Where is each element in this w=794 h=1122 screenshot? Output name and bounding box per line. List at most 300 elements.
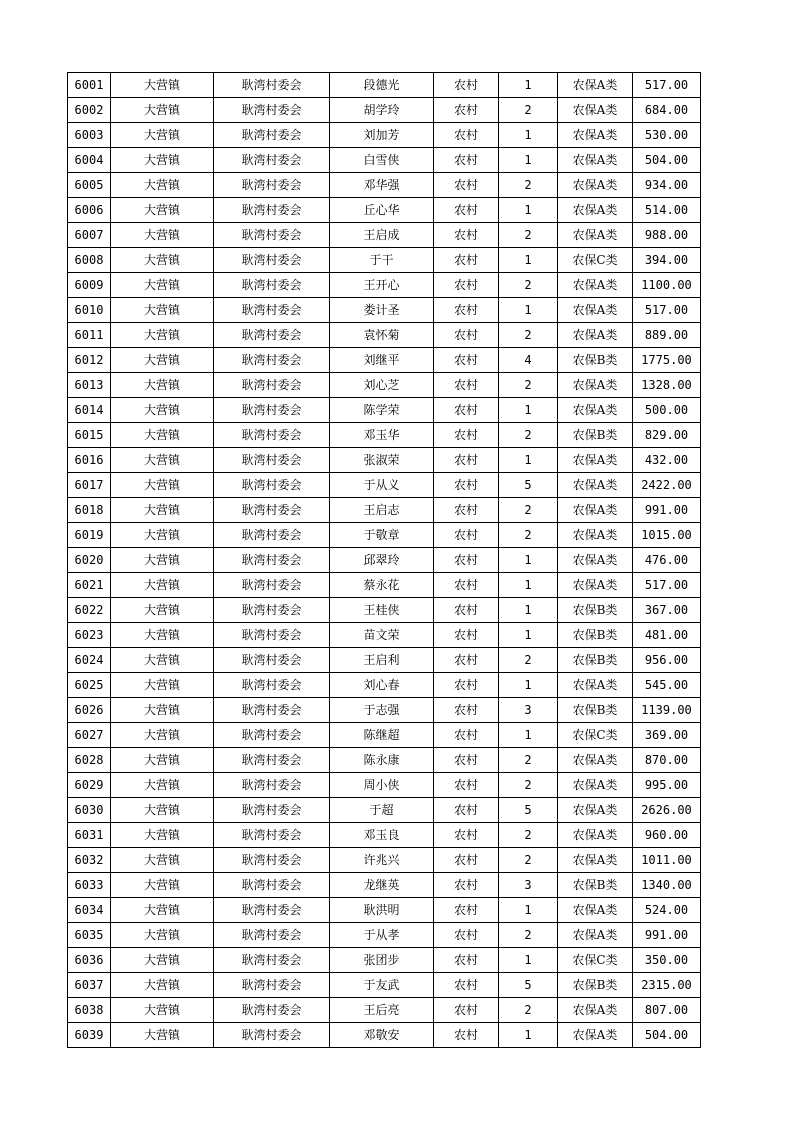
household-count-cell: 3 (499, 698, 558, 723)
table-row (68, 873, 701, 898)
town-cell: 大营镇 (111, 773, 214, 798)
row-id-cell: 6007 (68, 223, 111, 248)
name-cell: 于从义 (330, 473, 434, 498)
household-count-cell: 2 (499, 498, 558, 523)
category-cell: 农保A类 (558, 323, 633, 348)
name-cell: 周小侠 (330, 773, 434, 798)
area-type-cell: 农村 (434, 348, 499, 373)
town-cell: 大营镇 (111, 173, 214, 198)
amount-cell: 1340.00 (633, 873, 701, 898)
row-id-cell: 6018 (68, 498, 111, 523)
category-cell: 农保B类 (558, 598, 633, 623)
amount-cell: 934.00 (633, 173, 701, 198)
name-cell: 耿洪明 (330, 898, 434, 923)
category-cell: 农保A类 (558, 173, 633, 198)
row-id-cell: 6017 (68, 473, 111, 498)
area-type-cell: 农村 (434, 948, 499, 973)
category-cell: 农保A类 (558, 123, 633, 148)
town-cell: 大营镇 (111, 473, 214, 498)
village-committee-cell: 耿湾村委会 (214, 423, 330, 448)
area-type-cell: 农村 (434, 223, 499, 248)
area-type-cell: 农村 (434, 898, 499, 923)
area-type-cell: 农村 (434, 473, 499, 498)
row-id-cell: 6023 (68, 623, 111, 648)
name-cell: 于敬章 (330, 523, 434, 548)
village-committee-cell: 耿湾村委会 (214, 323, 330, 348)
row-id-cell: 6031 (68, 823, 111, 848)
table-row (68, 773, 701, 798)
name-cell: 娄计圣 (330, 298, 434, 323)
name-cell: 于干 (330, 248, 434, 273)
town-cell: 大营镇 (111, 798, 214, 823)
category-cell: 农保A类 (558, 148, 633, 173)
area-type-cell: 农村 (434, 923, 499, 948)
table-row (68, 248, 701, 273)
town-cell: 大营镇 (111, 148, 214, 173)
table-row (68, 173, 701, 198)
table-row (68, 648, 701, 673)
area-type-cell: 农村 (434, 173, 499, 198)
household-count-cell: 2 (499, 848, 558, 873)
table-row (68, 373, 701, 398)
name-cell: 刘心春 (330, 673, 434, 698)
amount-cell: 2626.00 (633, 798, 701, 823)
name-cell: 许兆兴 (330, 848, 434, 873)
amount-cell: 504.00 (633, 148, 701, 173)
village-committee-cell: 耿湾村委会 (214, 998, 330, 1023)
amount-cell: 517.00 (633, 573, 701, 598)
amount-cell: 1011.00 (633, 848, 701, 873)
name-cell: 邱翠玲 (330, 548, 434, 573)
category-cell: 农保A类 (558, 298, 633, 323)
area-type-cell: 农村 (434, 648, 499, 673)
amount-cell: 524.00 (633, 898, 701, 923)
area-type-cell: 农村 (434, 773, 499, 798)
document-page (67, 72, 701, 1048)
name-cell: 陈学荣 (330, 398, 434, 423)
village-committee-cell: 耿湾村委会 (214, 973, 330, 998)
household-count-cell: 1 (499, 1023, 558, 1048)
town-cell: 大营镇 (111, 923, 214, 948)
town-cell: 大营镇 (111, 323, 214, 348)
table-row (68, 923, 701, 948)
village-committee-cell: 耿湾村委会 (214, 673, 330, 698)
category-cell: 农保A类 (558, 448, 633, 473)
area-type-cell: 农村 (434, 248, 499, 273)
amount-cell: 2315.00 (633, 973, 701, 998)
household-count-cell: 4 (499, 348, 558, 373)
row-id-cell: 6015 (68, 423, 111, 448)
row-id-cell: 6038 (68, 998, 111, 1023)
village-committee-cell: 耿湾村委会 (214, 223, 330, 248)
village-committee-cell: 耿湾村委会 (214, 698, 330, 723)
row-id-cell: 6026 (68, 698, 111, 723)
amount-cell: 956.00 (633, 648, 701, 673)
table-row (68, 498, 701, 523)
town-cell: 大营镇 (111, 948, 214, 973)
name-cell: 邓玉良 (330, 823, 434, 848)
table-row (68, 748, 701, 773)
amount-cell: 991.00 (633, 923, 701, 948)
area-type-cell: 农村 (434, 798, 499, 823)
row-id-cell: 6039 (68, 1023, 111, 1048)
name-cell: 刘心芝 (330, 373, 434, 398)
area-type-cell: 农村 (434, 373, 499, 398)
table-row (68, 973, 701, 998)
table-row (68, 623, 701, 648)
town-cell: 大营镇 (111, 1023, 214, 1048)
town-cell: 大营镇 (111, 698, 214, 723)
amount-cell: 991.00 (633, 498, 701, 523)
table-row (68, 723, 701, 748)
name-cell: 刘继平 (330, 348, 434, 373)
name-cell: 邓敬安 (330, 1023, 434, 1048)
amount-cell: 1015.00 (633, 523, 701, 548)
amount-cell: 988.00 (633, 223, 701, 248)
row-id-cell: 6024 (68, 648, 111, 673)
row-id-cell: 6014 (68, 398, 111, 423)
town-cell: 大营镇 (111, 973, 214, 998)
household-count-cell: 2 (499, 98, 558, 123)
household-count-cell: 1 (499, 548, 558, 573)
row-id-cell: 6036 (68, 948, 111, 973)
category-cell: 农保A类 (558, 823, 633, 848)
amount-cell: 1100.00 (633, 273, 701, 298)
category-cell: 农保A类 (558, 573, 633, 598)
area-type-cell: 农村 (434, 523, 499, 548)
area-type-cell: 农村 (434, 848, 499, 873)
row-id-cell: 6034 (68, 898, 111, 923)
amount-cell: 2422.00 (633, 473, 701, 498)
table-row (68, 223, 701, 248)
village-committee-cell: 耿湾村委会 (214, 898, 330, 923)
row-id-cell: 6019 (68, 523, 111, 548)
household-count-cell: 1 (499, 723, 558, 748)
category-cell: 农保B类 (558, 348, 633, 373)
category-cell: 农保C类 (558, 723, 633, 748)
household-count-cell: 1 (499, 298, 558, 323)
town-cell: 大营镇 (111, 623, 214, 648)
town-cell: 大营镇 (111, 748, 214, 773)
name-cell: 陈永康 (330, 748, 434, 773)
town-cell: 大营镇 (111, 998, 214, 1023)
village-committee-cell: 耿湾村委会 (214, 148, 330, 173)
town-cell: 大营镇 (111, 573, 214, 598)
village-committee-cell: 耿湾村委会 (214, 398, 330, 423)
category-cell: 农保A类 (558, 73, 633, 98)
table-row (68, 548, 701, 573)
amount-cell: 1328.00 (633, 373, 701, 398)
household-count-cell: 2 (499, 923, 558, 948)
row-id-cell: 6011 (68, 323, 111, 348)
row-id-cell: 6021 (68, 573, 111, 598)
town-cell: 大营镇 (111, 498, 214, 523)
area-type-cell: 农村 (434, 748, 499, 773)
category-cell: 农保A类 (558, 523, 633, 548)
amount-cell: 960.00 (633, 823, 701, 848)
town-cell: 大营镇 (111, 298, 214, 323)
town-cell: 大营镇 (111, 373, 214, 398)
row-id-cell: 6033 (68, 873, 111, 898)
household-count-cell: 2 (499, 223, 558, 248)
household-count-cell: 1 (499, 598, 558, 623)
amount-cell: 504.00 (633, 1023, 701, 1048)
village-committee-cell: 耿湾村委会 (214, 573, 330, 598)
name-cell: 邓华强 (330, 173, 434, 198)
table-row (68, 898, 701, 923)
table-row (68, 698, 701, 723)
row-id-cell: 6035 (68, 923, 111, 948)
village-committee-cell: 耿湾村委会 (214, 198, 330, 223)
town-cell: 大营镇 (111, 548, 214, 573)
town-cell: 大营镇 (111, 98, 214, 123)
name-cell: 于从孝 (330, 923, 434, 948)
town-cell: 大营镇 (111, 648, 214, 673)
village-committee-cell: 耿湾村委会 (214, 273, 330, 298)
village-committee-cell: 耿湾村委会 (214, 823, 330, 848)
category-cell: 农保B类 (558, 698, 633, 723)
row-id-cell: 6027 (68, 723, 111, 748)
town-cell: 大营镇 (111, 873, 214, 898)
area-type-cell: 农村 (434, 1023, 499, 1048)
village-committee-cell: 耿湾村委会 (214, 123, 330, 148)
village-committee-cell: 耿湾村委会 (214, 448, 330, 473)
household-count-cell: 1 (499, 123, 558, 148)
row-id-cell: 6005 (68, 173, 111, 198)
name-cell: 王桂侠 (330, 598, 434, 623)
row-id-cell: 6004 (68, 148, 111, 173)
village-committee-cell: 耿湾村委会 (214, 873, 330, 898)
amount-cell: 889.00 (633, 323, 701, 348)
area-type-cell: 农村 (434, 548, 499, 573)
amount-cell: 350.00 (633, 948, 701, 973)
village-committee-cell: 耿湾村委会 (214, 848, 330, 873)
household-count-cell: 1 (499, 148, 558, 173)
household-count-cell: 2 (499, 423, 558, 448)
name-cell: 胡学玲 (330, 98, 434, 123)
village-committee-cell: 耿湾村委会 (214, 173, 330, 198)
amount-cell: 481.00 (633, 623, 701, 648)
village-committee-cell: 耿湾村委会 (214, 598, 330, 623)
area-type-cell: 农村 (434, 448, 499, 473)
amount-cell: 807.00 (633, 998, 701, 1023)
area-type-cell: 农村 (434, 498, 499, 523)
name-cell: 丘心华 (330, 198, 434, 223)
row-id-cell: 6028 (68, 748, 111, 773)
category-cell: 农保A类 (558, 498, 633, 523)
records-table (67, 72, 701, 1048)
area-type-cell: 农村 (434, 298, 499, 323)
row-id-cell: 6013 (68, 373, 111, 398)
name-cell: 于志强 (330, 698, 434, 723)
table-row (68, 348, 701, 373)
area-type-cell: 农村 (434, 723, 499, 748)
row-id-cell: 6008 (68, 248, 111, 273)
amount-cell: 367.00 (633, 598, 701, 623)
amount-cell: 995.00 (633, 773, 701, 798)
name-cell: 张团步 (330, 948, 434, 973)
town-cell: 大营镇 (111, 73, 214, 98)
household-count-cell: 1 (499, 398, 558, 423)
village-committee-cell: 耿湾村委会 (214, 498, 330, 523)
category-cell: 农保B类 (558, 423, 633, 448)
table-row (68, 798, 701, 823)
name-cell: 陈继超 (330, 723, 434, 748)
category-cell: 农保A类 (558, 373, 633, 398)
town-cell: 大营镇 (111, 273, 214, 298)
table-row (68, 473, 701, 498)
area-type-cell: 农村 (434, 998, 499, 1023)
household-count-cell: 2 (499, 648, 558, 673)
area-type-cell: 农村 (434, 148, 499, 173)
town-cell: 大营镇 (111, 198, 214, 223)
row-id-cell: 6001 (68, 73, 111, 98)
row-id-cell: 6020 (68, 548, 111, 573)
row-id-cell: 6037 (68, 973, 111, 998)
table-row (68, 573, 701, 598)
row-id-cell: 6016 (68, 448, 111, 473)
village-committee-cell: 耿湾村委会 (214, 648, 330, 673)
village-committee-cell: 耿湾村委会 (214, 373, 330, 398)
table-row (68, 323, 701, 348)
category-cell: 农保A类 (558, 273, 633, 298)
amount-cell: 684.00 (633, 98, 701, 123)
name-cell: 于友武 (330, 973, 434, 998)
category-cell: 农保A类 (558, 798, 633, 823)
table-body (68, 73, 701, 1048)
name-cell: 白雪侠 (330, 148, 434, 173)
area-type-cell: 农村 (434, 873, 499, 898)
category-cell: 农保A类 (558, 198, 633, 223)
category-cell: 农保B类 (558, 873, 633, 898)
amount-cell: 870.00 (633, 748, 701, 773)
category-cell: 农保A类 (558, 773, 633, 798)
category-cell: 农保A类 (558, 923, 633, 948)
area-type-cell: 农村 (434, 698, 499, 723)
name-cell: 于超 (330, 798, 434, 823)
name-cell: 龙继英 (330, 873, 434, 898)
town-cell: 大营镇 (111, 598, 214, 623)
household-count-cell: 3 (499, 873, 558, 898)
village-committee-cell: 耿湾村委会 (214, 98, 330, 123)
town-cell: 大营镇 (111, 248, 214, 273)
household-count-cell: 1 (499, 198, 558, 223)
row-id-cell: 6003 (68, 123, 111, 148)
row-id-cell: 6022 (68, 598, 111, 623)
village-committee-cell: 耿湾村委会 (214, 948, 330, 973)
village-committee-cell: 耿湾村委会 (214, 548, 330, 573)
table-row (68, 198, 701, 223)
category-cell: 农保A类 (558, 548, 633, 573)
name-cell: 王后亮 (330, 998, 434, 1023)
amount-cell: 517.00 (633, 73, 701, 98)
village-committee-cell: 耿湾村委会 (214, 798, 330, 823)
table-row (68, 98, 701, 123)
name-cell: 王开心 (330, 273, 434, 298)
village-committee-cell: 耿湾村委会 (214, 248, 330, 273)
area-type-cell: 农村 (434, 323, 499, 348)
name-cell: 苗文荣 (330, 623, 434, 648)
village-committee-cell: 耿湾村委会 (214, 723, 330, 748)
town-cell: 大营镇 (111, 823, 214, 848)
town-cell: 大营镇 (111, 223, 214, 248)
household-count-cell: 1 (499, 573, 558, 598)
table-row (68, 673, 701, 698)
table-row (68, 848, 701, 873)
row-id-cell: 6025 (68, 673, 111, 698)
village-committee-cell: 耿湾村委会 (214, 1023, 330, 1048)
household-count-cell: 2 (499, 373, 558, 398)
area-type-cell: 农村 (434, 623, 499, 648)
household-count-cell: 2 (499, 523, 558, 548)
area-type-cell: 农村 (434, 73, 499, 98)
category-cell: 农保A类 (558, 473, 633, 498)
name-cell: 邓玉华 (330, 423, 434, 448)
town-cell: 大营镇 (111, 523, 214, 548)
amount-cell: 530.00 (633, 123, 701, 148)
household-count-cell: 1 (499, 948, 558, 973)
amount-cell: 1139.00 (633, 698, 701, 723)
name-cell: 段德光 (330, 73, 434, 98)
household-count-cell: 2 (499, 323, 558, 348)
name-cell: 王启成 (330, 223, 434, 248)
town-cell: 大营镇 (111, 423, 214, 448)
household-count-cell: 5 (499, 798, 558, 823)
name-cell: 王启利 (330, 648, 434, 673)
village-committee-cell: 耿湾村委会 (214, 923, 330, 948)
household-count-cell: 1 (499, 623, 558, 648)
table-row (68, 598, 701, 623)
category-cell: 农保A类 (558, 898, 633, 923)
table-row (68, 298, 701, 323)
amount-cell: 500.00 (633, 398, 701, 423)
town-cell: 大营镇 (111, 848, 214, 873)
area-type-cell: 农村 (434, 598, 499, 623)
household-count-cell: 1 (499, 898, 558, 923)
table-row (68, 398, 701, 423)
area-type-cell: 农村 (434, 198, 499, 223)
table-row (68, 273, 701, 298)
village-committee-cell: 耿湾村委会 (214, 473, 330, 498)
name-cell: 袁怀菊 (330, 323, 434, 348)
household-count-cell: 2 (499, 748, 558, 773)
town-cell: 大营镇 (111, 898, 214, 923)
area-type-cell: 农村 (434, 823, 499, 848)
table-row (68, 448, 701, 473)
table-row (68, 423, 701, 448)
area-type-cell: 农村 (434, 423, 499, 448)
row-id-cell: 6002 (68, 98, 111, 123)
amount-cell: 517.00 (633, 298, 701, 323)
amount-cell: 369.00 (633, 723, 701, 748)
village-committee-cell: 耿湾村委会 (214, 298, 330, 323)
row-id-cell: 6010 (68, 298, 111, 323)
name-cell: 王启志 (330, 498, 434, 523)
household-count-cell: 5 (499, 973, 558, 998)
category-cell: 农保A类 (558, 98, 633, 123)
village-committee-cell: 耿湾村委会 (214, 773, 330, 798)
table-row (68, 948, 701, 973)
household-count-cell: 1 (499, 448, 558, 473)
amount-cell: 829.00 (633, 423, 701, 448)
amount-cell: 432.00 (633, 448, 701, 473)
category-cell: 农保A类 (558, 748, 633, 773)
amount-cell: 1775.00 (633, 348, 701, 373)
name-cell: 蔡永花 (330, 573, 434, 598)
area-type-cell: 农村 (434, 973, 499, 998)
town-cell: 大营镇 (111, 723, 214, 748)
category-cell: 农保A类 (558, 848, 633, 873)
